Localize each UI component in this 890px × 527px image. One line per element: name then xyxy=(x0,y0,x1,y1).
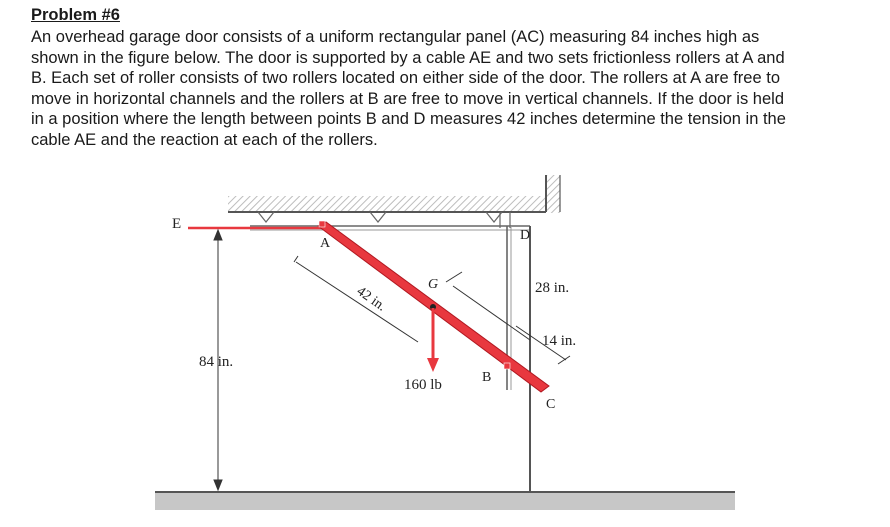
problem-line: An overhead garage door consists of a uniform rectangular panel (AC) measuring 84 inches high as xyxy=(31,28,760,46)
roller-b xyxy=(504,363,510,369)
label-e: E xyxy=(172,216,182,232)
label-c: C xyxy=(546,397,556,412)
label-load: 160 lb xyxy=(404,377,442,393)
label-a: A xyxy=(320,236,331,251)
problem-line: cable AE and the reaction at each of the rollers. xyxy=(31,130,378,149)
label-a-to-g: 42 in. xyxy=(353,283,389,315)
problem-line: B. Each set of roller consists of two rollers located on either side of the door. The rollers at A are free to xyxy=(31,69,781,88)
problem-line: in a position where the length between points B and D measures 42 inches determine the tension in the xyxy=(31,110,786,129)
label-height: 84 in. xyxy=(199,354,234,370)
label-b-to-c: 14 in. xyxy=(542,333,577,349)
label-d: D xyxy=(520,228,531,243)
a-to-g-dimension xyxy=(294,256,418,342)
problem-heading: Problem #6 xyxy=(31,6,120,24)
label-g-to-b: 28 in. xyxy=(535,280,570,296)
problem-line: shown in the figure below. The door is supported by a cable AE and two sets frictionless rollers at A and xyxy=(31,48,785,67)
load-arrow xyxy=(427,308,439,372)
label-b: B xyxy=(482,370,492,385)
roller-a xyxy=(319,221,325,227)
ceiling-structure xyxy=(228,175,560,213)
label-g: G xyxy=(428,277,439,292)
floor xyxy=(155,492,735,510)
problem-line: move in horizontal channels and the rollers at B are free to move in vertical channels. If the door is held xyxy=(31,89,784,108)
